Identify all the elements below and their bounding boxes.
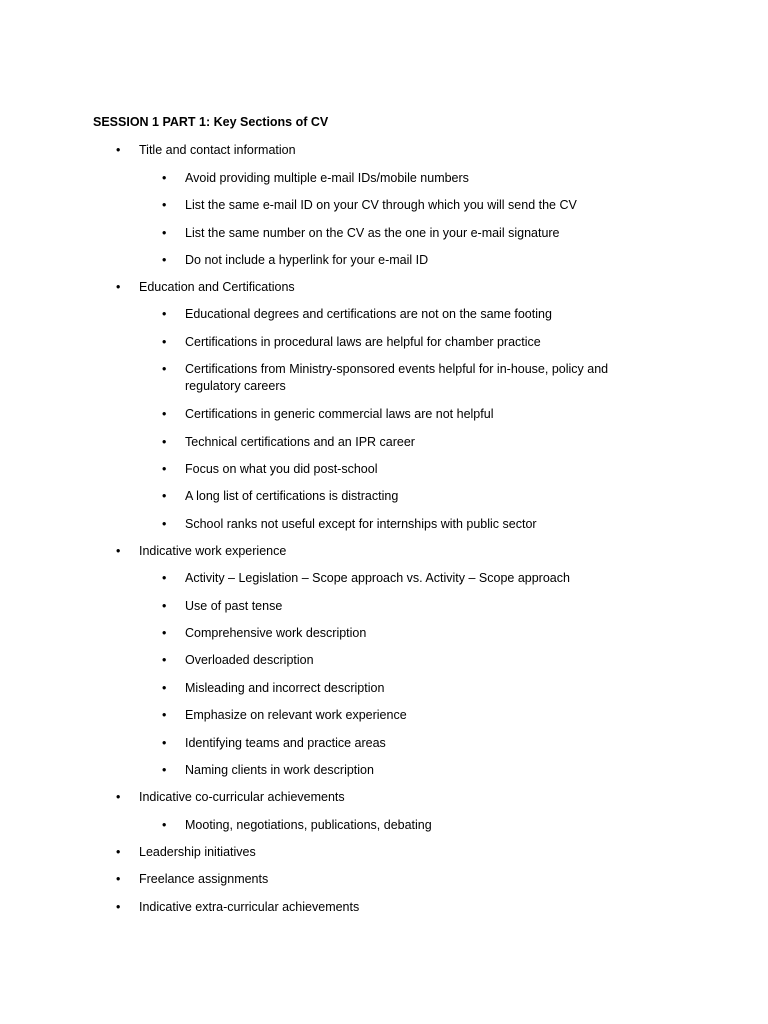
- bullet-icon: •: [162, 517, 167, 531]
- section-item: [116, 899, 699, 916]
- list-item-text: School ranks not useful except for internships with public sector: [185, 517, 537, 531]
- sub-item: [162, 488, 645, 505]
- sub-item: [162, 707, 645, 724]
- bullet-icon: •: [162, 253, 167, 267]
- list-item-text: Certifications in procedural laws are helpful for chamber practice: [185, 335, 541, 349]
- section-item: [116, 789, 699, 806]
- sub-item: [162, 652, 645, 669]
- bullet-icon: •: [162, 571, 167, 585]
- bullet-icon: •: [162, 736, 167, 750]
- section-item: [116, 279, 699, 296]
- list-item-text: Avoid providing multiple e-mail IDs/mobile numbers: [185, 171, 469, 185]
- list-item-text: Certifications from Ministry-sponsored events helpful for in-house, policy and regulatory careers: [185, 362, 609, 393]
- bullet-icon: •: [116, 900, 121, 914]
- list-item-text: Overloaded description: [185, 653, 314, 667]
- bullet-icon: •: [162, 462, 167, 476]
- list-item-text: Naming clients in work description: [185, 763, 374, 777]
- bullet-icon: •: [116, 143, 121, 157]
- sub-item: [162, 735, 645, 752]
- sub-item: [162, 197, 645, 214]
- list-item-text: Mooting, negotiations, publications, debating: [185, 818, 432, 832]
- bullet-icon: •: [162, 407, 167, 421]
- list-item-text: Misleading and incorrect description: [185, 681, 385, 695]
- list-item-text: Identifying teams and practice areas: [185, 736, 386, 750]
- bullet-icon: •: [116, 872, 121, 886]
- list-item-text: Indicative work experience: [139, 544, 287, 558]
- bullet-icon: •: [162, 435, 167, 449]
- bullet-icon: •: [116, 280, 121, 294]
- sub-item: [162, 817, 645, 834]
- list-item-text: List the same e-mail ID on your CV through which you will send the CV: [185, 198, 577, 212]
- bullet-icon: •: [116, 790, 121, 804]
- list-item-text: Educational degrees and certifications are not on the same footing: [185, 307, 552, 321]
- list-item-text: Indicative extra-curricular achievements: [139, 900, 360, 914]
- bullet-icon: •: [162, 489, 167, 503]
- list-item-text: Comprehensive work description: [185, 626, 367, 640]
- section-item: [116, 844, 699, 861]
- bullet-icon: •: [162, 626, 167, 640]
- page-title: SESSION 1 PART 1: Key Sections of CV: [93, 115, 329, 129]
- bullet-icon: •: [116, 845, 121, 859]
- list-item-text: Focus on what you did post-school: [185, 462, 378, 476]
- sub-item: [162, 225, 645, 242]
- section-item: [116, 543, 699, 560]
- sub-item: [162, 598, 645, 615]
- list-item-text: Education and Certifications: [139, 280, 295, 294]
- bullet-icon: •: [116, 544, 121, 558]
- list-item-text: A long list of certifications is distracting: [185, 489, 399, 503]
- bullet-icon: •: [162, 708, 167, 722]
- sub-item: [162, 306, 645, 323]
- bullet-icon: •: [162, 226, 167, 240]
- sub-item: [162, 516, 645, 533]
- bullet-icon: •: [162, 763, 167, 777]
- sub-item: [162, 625, 645, 642]
- sub-item: [162, 680, 645, 697]
- list-item-text: Indicative co-curricular achievements: [139, 790, 345, 804]
- list-item-text: Activity – Legislation – Scope approach vs. Activity – Scope approach: [185, 571, 570, 585]
- list-item-text: Certifications in generic commercial laws are not helpful: [185, 407, 494, 421]
- bullet-icon: •: [162, 307, 167, 321]
- bullet-icon: •: [162, 198, 167, 212]
- list-item-text: Technical certifications and an IPR career: [185, 435, 415, 449]
- bullet-icon: •: [162, 362, 167, 376]
- bullet-icon: •: [162, 335, 167, 349]
- sub-item: [162, 361, 645, 395]
- list-item-text: Freelance assignments: [139, 872, 269, 886]
- bullet-icon: •: [162, 818, 167, 832]
- sub-item: [162, 570, 645, 587]
- sub-item: [162, 461, 645, 478]
- section-item: [116, 871, 699, 888]
- list-item-text: Title and contact information: [139, 143, 296, 157]
- list-item-text: Emphasize on relevant work experience: [185, 708, 407, 722]
- list-item-text: Leadership initiatives: [139, 845, 256, 859]
- bullet-icon: •: [162, 681, 167, 695]
- bullet-icon: •: [162, 653, 167, 667]
- sub-item: [162, 406, 645, 423]
- list-item-text: List the same number on the CV as the one in your e-mail signature: [185, 226, 560, 240]
- list-item-text: Do not include a hyperlink for your e-mail ID: [185, 253, 429, 267]
- sub-item: [162, 762, 645, 779]
- sub-item: [162, 334, 645, 351]
- bullet-icon: •: [162, 599, 167, 613]
- sub-item: [162, 170, 645, 187]
- list-item-text: Use of past tense: [185, 599, 283, 613]
- section-item: [116, 142, 699, 159]
- sub-item: [162, 252, 645, 269]
- bullet-icon: •: [162, 171, 167, 185]
- sub-item: [162, 434, 645, 451]
